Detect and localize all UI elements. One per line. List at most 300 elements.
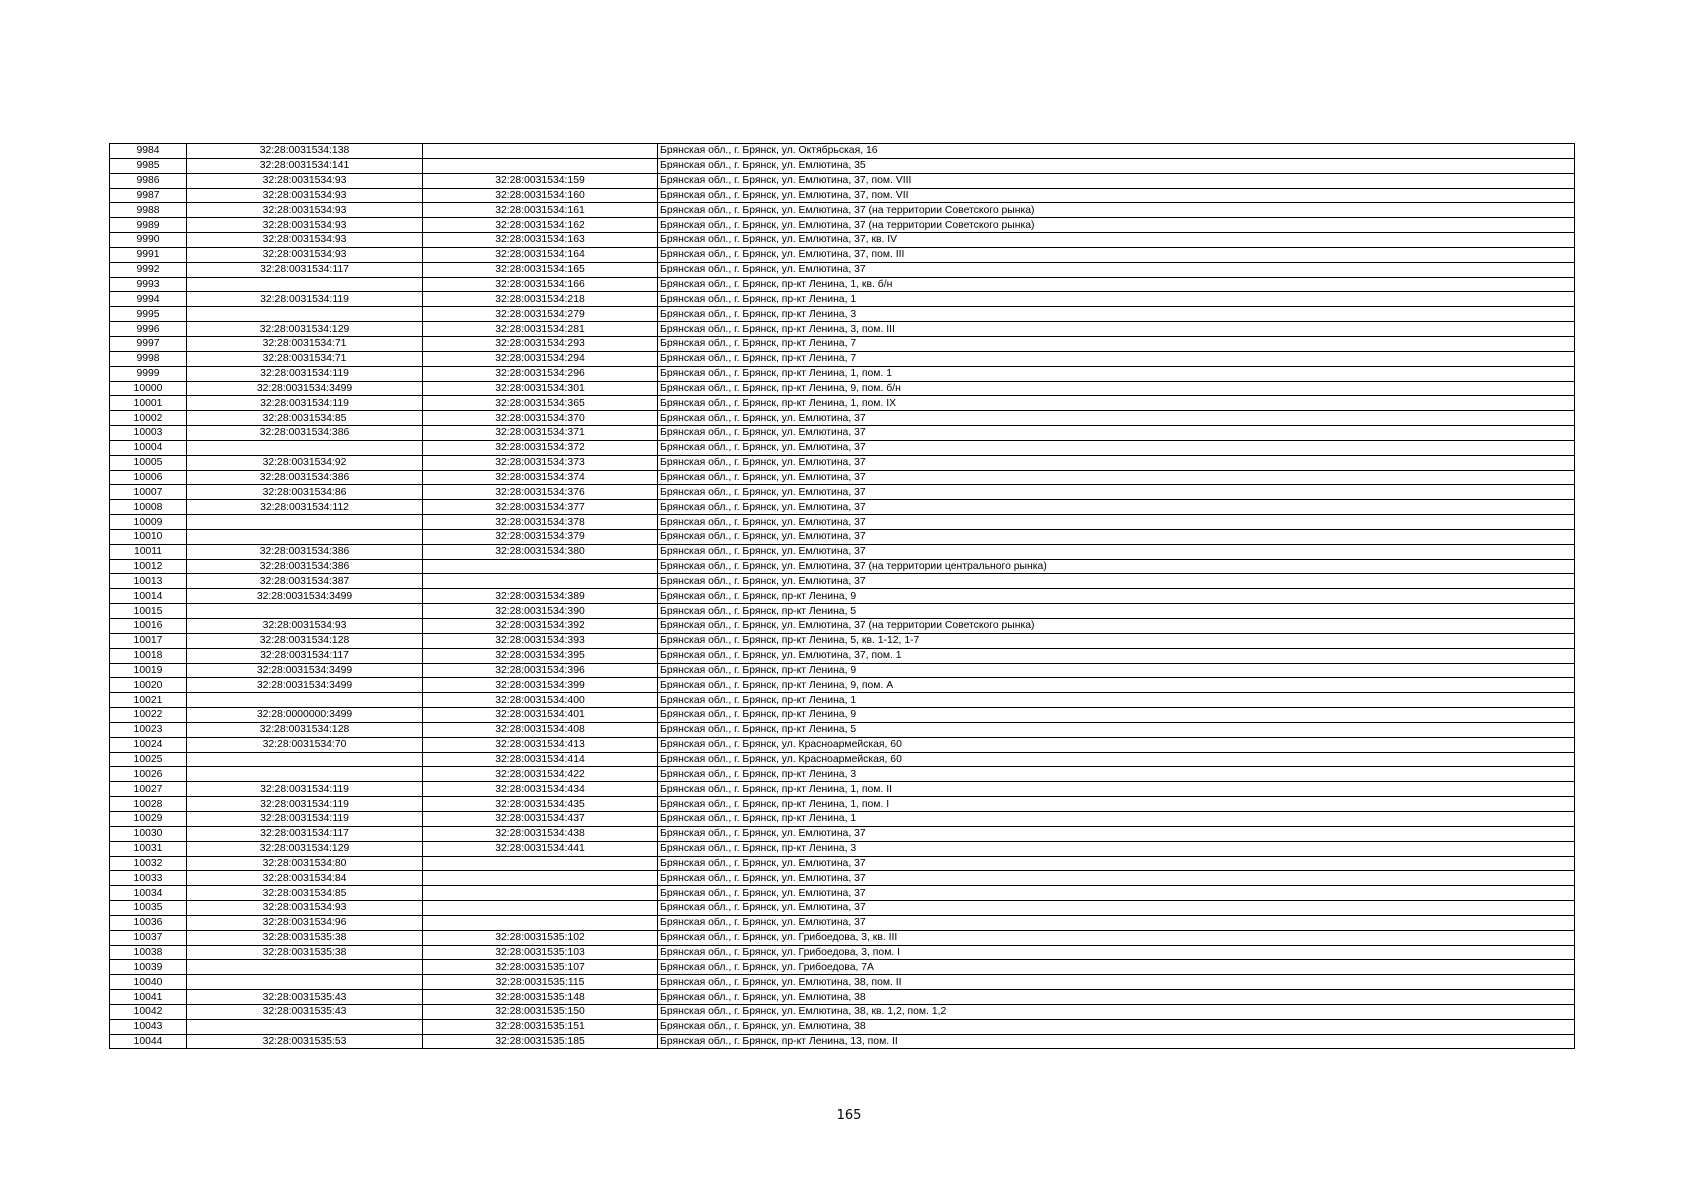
parent-cadastral-number-cell: 32:28:0031534:93 xyxy=(187,203,423,218)
table-row xyxy=(110,767,1575,782)
address-cell: Брянская обл., г. Брянск, пр-кт Ленина, 1, пом. IX xyxy=(658,396,1575,411)
address-cell: Брянская обл., г. Брянск, ул. Емлютина, 37 xyxy=(658,826,1575,841)
cadastral-number-cell: 32:28:0031534:422 xyxy=(423,767,658,782)
parent-cadastral-number-cell xyxy=(187,440,423,455)
address-cell: Брянская обл., г. Брянск, ул. Емлютина, 37 xyxy=(658,470,1575,485)
cadastral-number-cell: 32:28:0031535:115 xyxy=(423,975,658,990)
parent-cadastral-number-cell: 32:28:0031534:93 xyxy=(187,233,423,248)
row-number-cell: 9989 xyxy=(110,218,187,233)
address-cell: Брянская обл., г. Брянск, ул. Емлютина, 37 xyxy=(658,515,1575,530)
address-cell: Брянская обл., г. Брянск, ул. Емлютина, 37 xyxy=(658,262,1575,277)
parent-cadastral-number-cell: 32:28:0031534:93 xyxy=(187,619,423,634)
parent-cadastral-number-cell xyxy=(187,307,423,322)
address-cell: Брянская обл., г. Брянск, ул. Грибоедова, 3, пом. I xyxy=(658,945,1575,960)
cadastral-number-cell: 32:28:0031534:293 xyxy=(423,336,658,351)
table-row xyxy=(110,930,1575,945)
table-row xyxy=(110,218,1575,233)
parent-cadastral-number-cell: 32:28:0031534:119 xyxy=(187,366,423,381)
table-row xyxy=(110,633,1575,648)
parent-cadastral-number-cell: 32:28:0031534:386 xyxy=(187,470,423,485)
row-number-cell: 10040 xyxy=(110,975,187,990)
parent-cadastral-number-cell xyxy=(187,604,423,619)
row-number-cell: 10039 xyxy=(110,960,187,975)
parent-cadastral-number-cell: 32:28:0031534:93 xyxy=(187,173,423,188)
table-row xyxy=(110,247,1575,262)
row-number-cell: 10019 xyxy=(110,663,187,678)
table-row xyxy=(110,619,1575,634)
address-cell: Брянская обл., г. Брянск, ул. Емлютина, 37, пом. 1 xyxy=(658,648,1575,663)
address-cell: Брянская обл., г. Брянск, ул. Емлютина, 37 xyxy=(658,500,1575,515)
address-cell: Брянская обл., г. Брянск, ул. Емлютина, 37 xyxy=(658,574,1575,589)
cadastral-number-cell: 32:28:0031534:294 xyxy=(423,351,658,366)
address-cell: Брянская обл., г. Брянск, пр-кт Ленина, 7 xyxy=(658,336,1575,351)
address-cell: Брянская обл., г. Брянск, ул. Емлютина, 38 xyxy=(658,1019,1575,1034)
row-number-cell: 10020 xyxy=(110,678,187,693)
row-number-cell: 10013 xyxy=(110,574,187,589)
cadastral-number-cell: 32:28:0031534:434 xyxy=(423,782,658,797)
table-row xyxy=(110,648,1575,663)
parent-cadastral-number-cell: 32:28:0031535:53 xyxy=(187,1034,423,1049)
address-cell: Брянская обл., г. Брянск, ул. Емлютина, 38 xyxy=(658,990,1575,1005)
row-number-cell: 9991 xyxy=(110,247,187,262)
row-number-cell: 10042 xyxy=(110,1004,187,1019)
table-row xyxy=(110,307,1575,322)
parent-cadastral-number-cell: 32:28:0031534:85 xyxy=(187,411,423,426)
row-number-cell: 10032 xyxy=(110,856,187,871)
row-number-cell: 10012 xyxy=(110,559,187,574)
address-cell: Брянская обл., г. Брянск, ул. Емлютина, 37, пом. VII xyxy=(658,188,1575,203)
table-row xyxy=(110,574,1575,589)
row-number-cell: 10005 xyxy=(110,455,187,470)
row-number-cell: 10001 xyxy=(110,396,187,411)
row-number-cell: 10034 xyxy=(110,886,187,901)
cadastral-number-cell xyxy=(423,886,658,901)
row-number-cell: 10003 xyxy=(110,426,187,441)
table-row xyxy=(110,589,1575,604)
cadastral-number-cell: 32:28:0031534:162 xyxy=(423,218,658,233)
cadastral-number-cell: 32:28:0031535:151 xyxy=(423,1019,658,1034)
cadastral-number-cell: 32:28:0031534:392 xyxy=(423,619,658,634)
cadastral-number-cell xyxy=(423,574,658,589)
table-row xyxy=(110,1034,1575,1049)
parent-cadastral-number-cell: 32:28:0031534:128 xyxy=(187,722,423,737)
table-row xyxy=(110,515,1575,530)
cadastral-number-cell: 32:28:0031534:218 xyxy=(423,292,658,307)
cadastral-number-cell: 32:28:0031534:164 xyxy=(423,247,658,262)
parent-cadastral-number-cell: 32:28:0031534:129 xyxy=(187,841,423,856)
table-row xyxy=(110,752,1575,767)
cadastral-number-cell: 32:28:0031534:408 xyxy=(423,722,658,737)
row-number-cell: 10000 xyxy=(110,381,187,396)
parent-cadastral-number-cell xyxy=(187,277,423,292)
parent-cadastral-number-cell: 32:28:0031534:119 xyxy=(187,396,423,411)
parent-cadastral-number-cell xyxy=(187,1019,423,1034)
row-number-cell: 10031 xyxy=(110,841,187,856)
row-number-cell: 10007 xyxy=(110,485,187,500)
address-cell: Брянская обл., г. Брянск, ул. Емлютина, 35 xyxy=(658,158,1575,173)
address-cell: Брянская обл., г. Брянск, ул. Красноармейская, 60 xyxy=(658,737,1575,752)
cadastral-number-cell xyxy=(423,144,658,159)
row-number-cell: 10018 xyxy=(110,648,187,663)
parent-cadastral-number-cell: 32:28:0031534:3499 xyxy=(187,381,423,396)
address-cell: Брянская обл., г. Брянск, ул. Емлютина, 37 xyxy=(658,455,1575,470)
table-row xyxy=(110,856,1575,871)
table-row xyxy=(110,381,1575,396)
cadastral-number-cell xyxy=(423,856,658,871)
parent-cadastral-number-cell: 32:28:0000000:3499 xyxy=(187,708,423,723)
cadastral-number-cell: 32:28:0031534:296 xyxy=(423,366,658,381)
table-row xyxy=(110,901,1575,916)
address-cell: Брянская обл., г. Брянск, ул. Емлютина, 37 xyxy=(658,856,1575,871)
parent-cadastral-number-cell: 32:28:0031534:386 xyxy=(187,426,423,441)
row-number-cell: 10010 xyxy=(110,529,187,544)
row-number-cell: 9984 xyxy=(110,144,187,159)
cadastral-number-cell: 32:28:0031534:374 xyxy=(423,470,658,485)
address-cell: Брянская обл., г. Брянск, ул. Емлютина, 37 xyxy=(658,871,1575,886)
row-number-cell: 10027 xyxy=(110,782,187,797)
parent-cadastral-number-cell xyxy=(187,975,423,990)
address-cell: Брянская обл., г. Брянск, ул. Емлютина, 37, пом. III xyxy=(658,247,1575,262)
row-number-cell: 10022 xyxy=(110,708,187,723)
row-number-cell: 9985 xyxy=(110,158,187,173)
cadastral-number-cell: 32:28:0031534:413 xyxy=(423,737,658,752)
cadastral-number-cell: 32:28:0031535:150 xyxy=(423,1004,658,1019)
row-number-cell: 9990 xyxy=(110,233,187,248)
table-row xyxy=(110,722,1575,737)
address-cell: Брянская обл., г. Брянск, ул. Емлютина, 37 xyxy=(658,440,1575,455)
row-number-cell: 10023 xyxy=(110,722,187,737)
address-cell: Брянская обл., г. Брянск, ул. Грибоедова, 3, кв. III xyxy=(658,930,1575,945)
parent-cadastral-number-cell: 32:28:0031534:85 xyxy=(187,886,423,901)
table-row xyxy=(110,604,1575,619)
cadastral-number-cell: 32:28:0031534:281 xyxy=(423,322,658,337)
address-cell: Брянская обл., г. Брянск, ул. Емлютина, 37 (на территории Советского рынка) xyxy=(658,203,1575,218)
table-row xyxy=(110,1004,1575,1019)
row-number-cell: 10021 xyxy=(110,693,187,708)
parent-cadastral-number-cell: 32:28:0031535:43 xyxy=(187,990,423,1005)
table-row xyxy=(110,233,1575,248)
row-number-cell: 9998 xyxy=(110,351,187,366)
parent-cadastral-number-cell: 32:28:0031534:117 xyxy=(187,262,423,277)
address-cell: Брянская обл., г. Брянск, ул. Емлютина, 37 xyxy=(658,411,1575,426)
address-cell: Брянская обл., г. Брянск, пр-кт Ленина, 9, пом. б/н xyxy=(658,381,1575,396)
address-cell: Брянская обл., г. Брянск, ул. Емлютина, 37 (на территории Советского рынка) xyxy=(658,619,1575,634)
row-number-cell: 10009 xyxy=(110,515,187,530)
parent-cadastral-number-cell: 32:28:0031535:38 xyxy=(187,945,423,960)
row-number-cell: 10033 xyxy=(110,871,187,886)
table-row xyxy=(110,693,1575,708)
cadastral-number-cell: 32:28:0031534:441 xyxy=(423,841,658,856)
table-row xyxy=(110,336,1575,351)
cadastral-number-cell xyxy=(423,915,658,930)
row-number-cell: 9997 xyxy=(110,336,187,351)
row-number-cell: 10017 xyxy=(110,633,187,648)
parent-cadastral-number-cell: 32:28:0031535:43 xyxy=(187,1004,423,1019)
parent-cadastral-number-cell: 32:28:0031534:119 xyxy=(187,292,423,307)
address-cell: Брянская обл., г. Брянск, пр-кт Ленина, 3 xyxy=(658,307,1575,322)
table-row xyxy=(110,144,1575,159)
parent-cadastral-number-cell: 32:28:0031534:117 xyxy=(187,826,423,841)
table-row xyxy=(110,158,1575,173)
parent-cadastral-number-cell: 32:28:0031534:93 xyxy=(187,188,423,203)
parent-cadastral-number-cell xyxy=(187,960,423,975)
table-row xyxy=(110,455,1575,470)
cadastral-number-cell: 32:28:0031535:107 xyxy=(423,960,658,975)
parent-cadastral-number-cell: 32:28:0031534:387 xyxy=(187,574,423,589)
row-number-cell: 9994 xyxy=(110,292,187,307)
address-cell: Брянская обл., г. Брянск, пр-кт Ленина, 5 xyxy=(658,604,1575,619)
cadastral-number-cell: 32:28:0031534:376 xyxy=(423,485,658,500)
row-number-cell: 10008 xyxy=(110,500,187,515)
row-number-cell: 10025 xyxy=(110,752,187,767)
parent-cadastral-number-cell: 32:28:0031534:93 xyxy=(187,218,423,233)
address-cell: Брянская обл., г. Брянск, ул. Емлютина, 37, кв. IV xyxy=(658,233,1575,248)
address-cell: Брянская обл., г. Брянск, ул. Емлютина, 37 xyxy=(658,426,1575,441)
address-cell: Брянская обл., г. Брянск, ул. Емлютина, 38, пом. II xyxy=(658,975,1575,990)
cadastral-number-cell: 32:28:0031534:414 xyxy=(423,752,658,767)
row-number-cell: 10030 xyxy=(110,826,187,841)
parent-cadastral-number-cell: 32:28:0031534:119 xyxy=(187,797,423,812)
table-row xyxy=(110,782,1575,797)
table-row xyxy=(110,886,1575,901)
table-row xyxy=(110,292,1575,307)
address-cell: Брянская обл., г. Брянск, ул. Емлютина, 37 (на территории Советского рынка) xyxy=(658,218,1575,233)
address-cell: Брянская обл., г. Брянск, пр-кт Ленина, 7 xyxy=(658,351,1575,366)
table-row xyxy=(110,544,1575,559)
cadastral-number-cell: 32:28:0031535:148 xyxy=(423,990,658,1005)
row-number-cell: 10043 xyxy=(110,1019,187,1034)
address-cell: Брянская обл., г. Брянск, пр-кт Ленина, 3 xyxy=(658,767,1575,782)
parent-cadastral-number-cell: 32:28:0031534:92 xyxy=(187,455,423,470)
row-number-cell: 9987 xyxy=(110,188,187,203)
table-row xyxy=(110,485,1575,500)
row-number-cell: 10004 xyxy=(110,440,187,455)
row-number-cell: 9999 xyxy=(110,366,187,381)
parent-cadastral-number-cell: 32:28:0031534:117 xyxy=(187,648,423,663)
address-cell: Брянская обл., г. Брянск, ул. Емлютина, 37 xyxy=(658,901,1575,916)
table-row xyxy=(110,277,1575,292)
parent-cadastral-number-cell xyxy=(187,529,423,544)
address-cell: Брянская обл., г. Брянск, пр-кт Ленина, 5, кв. 1-12, 1-7 xyxy=(658,633,1575,648)
cadastral-number-cell: 32:28:0031534:161 xyxy=(423,203,658,218)
parent-cadastral-number-cell: 32:28:0031534:93 xyxy=(187,247,423,262)
table-row xyxy=(110,960,1575,975)
cadastral-number-cell: 32:28:0031534:395 xyxy=(423,648,658,663)
parent-cadastral-number-cell xyxy=(187,515,423,530)
row-number-cell: 9988 xyxy=(110,203,187,218)
cadastral-number-cell: 32:28:0031534:159 xyxy=(423,173,658,188)
address-cell: Брянская обл., г. Брянск, пр-кт Ленина, 1 xyxy=(658,292,1575,307)
address-cell: Брянская обл., г. Брянск, пр-кт Ленина, 9 xyxy=(658,589,1575,604)
cadastral-number-cell: 32:28:0031534:401 xyxy=(423,708,658,723)
address-cell: Брянская обл., г. Брянск, пр-кт Ленина, 9, пом. А xyxy=(658,678,1575,693)
parent-cadastral-number-cell: 32:28:0031534:71 xyxy=(187,351,423,366)
parent-cadastral-number-cell xyxy=(187,767,423,782)
address-cell: Брянская обл., г. Брянск, ул. Емлютина, 37 xyxy=(658,915,1575,930)
row-number-cell: 10041 xyxy=(110,990,187,1005)
parent-cadastral-number-cell: 32:28:0031535:38 xyxy=(187,930,423,945)
row-number-cell: 9986 xyxy=(110,173,187,188)
row-number-cell: 10016 xyxy=(110,619,187,634)
cadastral-number-cell: 32:28:0031534:437 xyxy=(423,811,658,826)
row-number-cell: 9995 xyxy=(110,307,187,322)
page-number: 165 xyxy=(836,1108,862,1123)
row-number-cell: 10044 xyxy=(110,1034,187,1049)
table-row xyxy=(110,841,1575,856)
table-row xyxy=(110,500,1575,515)
table-row xyxy=(110,678,1575,693)
parent-cadastral-number-cell: 32:28:0031534:138 xyxy=(187,144,423,159)
cadastral-number-cell: 32:28:0031534:379 xyxy=(423,529,658,544)
parent-cadastral-number-cell: 32:28:0031534:80 xyxy=(187,856,423,871)
parent-cadastral-number-cell: 32:28:0031534:128 xyxy=(187,633,423,648)
row-number-cell: 10038 xyxy=(110,945,187,960)
address-cell: Брянская обл., г. Брянск, ул. Октябрьская, 16 xyxy=(658,144,1575,159)
table-row xyxy=(110,262,1575,277)
cadastral-number-cell: 32:28:0031534:390 xyxy=(423,604,658,619)
table-row xyxy=(110,188,1575,203)
cadastral-number-cell: 32:28:0031534:160 xyxy=(423,188,658,203)
address-cell: Брянская обл., г. Брянск, ул. Емлютина, 37, пом. VIII xyxy=(658,173,1575,188)
row-number-cell: 10037 xyxy=(110,930,187,945)
parent-cadastral-number-cell: 32:28:0031534:141 xyxy=(187,158,423,173)
table-row xyxy=(110,975,1575,990)
address-cell: Брянская обл., г. Брянск, ул. Емлютина, 37 xyxy=(658,485,1575,500)
address-cell: Брянская обл., г. Брянск, ул. Грибоедова, 7А xyxy=(658,960,1575,975)
address-cell: Брянская обл., г. Брянск, ул. Емлютина, 37 xyxy=(658,544,1575,559)
table-row xyxy=(110,426,1575,441)
table-row xyxy=(110,559,1575,574)
property-registry-table xyxy=(109,143,1575,1049)
cadastral-number-cell: 32:28:0031534:393 xyxy=(423,633,658,648)
cadastral-number-cell: 32:28:0031534:400 xyxy=(423,693,658,708)
parent-cadastral-number-cell: 32:28:0031534:386 xyxy=(187,559,423,574)
address-cell: Брянская обл., г. Брянск, пр-кт Ленина, 3 xyxy=(658,841,1575,856)
cadastral-number-cell: 32:28:0031534:378 xyxy=(423,515,658,530)
cadastral-number-cell: 32:28:0031534:301 xyxy=(423,381,658,396)
cadastral-number-cell: 32:28:0031535:185 xyxy=(423,1034,658,1049)
row-number-cell: 10036 xyxy=(110,915,187,930)
parent-cadastral-number-cell: 32:28:0031534:70 xyxy=(187,737,423,752)
cadastral-number-cell xyxy=(423,158,658,173)
parent-cadastral-number-cell: 32:28:0031534:84 xyxy=(187,871,423,886)
table-row xyxy=(110,396,1575,411)
table-row xyxy=(110,663,1575,678)
address-cell: Брянская обл., г. Брянск, пр-кт Ленина, 1, кв. б/н xyxy=(658,277,1575,292)
row-number-cell: 10035 xyxy=(110,901,187,916)
cadastral-number-cell: 32:28:0031534:279 xyxy=(423,307,658,322)
table-row xyxy=(110,797,1575,812)
parent-cadastral-number-cell xyxy=(187,752,423,767)
parent-cadastral-number-cell: 32:28:0031534:71 xyxy=(187,336,423,351)
cadastral-number-cell: 32:28:0031534:380 xyxy=(423,544,658,559)
parent-cadastral-number-cell: 32:28:0031534:3499 xyxy=(187,589,423,604)
cadastral-number-cell: 32:28:0031534:371 xyxy=(423,426,658,441)
table-row xyxy=(110,470,1575,485)
parent-cadastral-number-cell: 32:28:0031534:3499 xyxy=(187,663,423,678)
table-row xyxy=(110,1019,1575,1034)
table-row xyxy=(110,871,1575,886)
cadastral-number-cell: 32:28:0031534:438 xyxy=(423,826,658,841)
row-number-cell: 10026 xyxy=(110,767,187,782)
row-number-cell: 10015 xyxy=(110,604,187,619)
parent-cadastral-number-cell xyxy=(187,693,423,708)
cadastral-number-cell: 32:28:0031534:370 xyxy=(423,411,658,426)
row-number-cell: 10011 xyxy=(110,544,187,559)
parent-cadastral-number-cell: 32:28:0031534:96 xyxy=(187,915,423,930)
parent-cadastral-number-cell: 32:28:0031534:86 xyxy=(187,485,423,500)
table-row xyxy=(110,440,1575,455)
cadastral-number-cell: 32:28:0031534:166 xyxy=(423,277,658,292)
address-cell: Брянская обл., г. Брянск, пр-кт Ленина, 9 xyxy=(658,663,1575,678)
parent-cadastral-number-cell: 32:28:0031534:3499 xyxy=(187,678,423,693)
table-row xyxy=(110,173,1575,188)
parent-cadastral-number-cell: 32:28:0031534:129 xyxy=(187,322,423,337)
cadastral-number-cell xyxy=(423,901,658,916)
address-cell: Брянская обл., г. Брянск, пр-кт Ленина, 13, пом. II xyxy=(658,1034,1575,1049)
table-row xyxy=(110,945,1575,960)
parent-cadastral-number-cell: 32:28:0031534:93 xyxy=(187,901,423,916)
table-row xyxy=(110,366,1575,381)
address-cell: Брянская обл., г. Брянск, ул. Емлютина, 37 xyxy=(658,886,1575,901)
cadastral-number-cell: 32:28:0031534:377 xyxy=(423,500,658,515)
table-row xyxy=(110,322,1575,337)
row-number-cell: 10024 xyxy=(110,737,187,752)
table-row xyxy=(110,811,1575,826)
cadastral-number-cell: 32:28:0031534:365 xyxy=(423,396,658,411)
row-number-cell: 10006 xyxy=(110,470,187,485)
table-row xyxy=(110,708,1575,723)
address-cell: Брянская обл., г. Брянск, пр-кт Ленина, 3, пом. III xyxy=(658,322,1575,337)
address-cell: Брянская обл., г. Брянск, ул. Емлютина, 37 (на территории центрального рынка) xyxy=(658,559,1575,574)
address-cell: Брянская обл., г. Брянск, пр-кт Ленина, 5 xyxy=(658,722,1575,737)
parent-cadastral-number-cell: 32:28:0031534:386 xyxy=(187,544,423,559)
cadastral-number-cell xyxy=(423,559,658,574)
parent-cadastral-number-cell: 32:28:0031534:119 xyxy=(187,782,423,797)
cadastral-number-cell: 32:28:0031534:372 xyxy=(423,440,658,455)
row-number-cell: 10014 xyxy=(110,589,187,604)
row-number-cell: 10029 xyxy=(110,811,187,826)
parent-cadastral-number-cell: 32:28:0031534:119 xyxy=(187,811,423,826)
cadastral-number-cell: 32:28:0031534:165 xyxy=(423,262,658,277)
cadastral-number-cell: 32:28:0031535:102 xyxy=(423,930,658,945)
address-cell: Брянская обл., г. Брянск, пр-кт Ленина, 9 xyxy=(658,708,1575,723)
cadastral-number-cell: 32:28:0031534:389 xyxy=(423,589,658,604)
table-row xyxy=(110,990,1575,1005)
registry-table-body xyxy=(110,144,1575,1049)
row-number-cell: 10002 xyxy=(110,411,187,426)
cadastral-number-cell: 32:28:0031534:163 xyxy=(423,233,658,248)
table-row xyxy=(110,351,1575,366)
address-cell: Брянская обл., г. Брянск, пр-кт Ленина, 1, пом. I xyxy=(658,797,1575,812)
address-cell: Брянская обл., г. Брянск, ул. Емлютина, 37 xyxy=(658,529,1575,544)
address-cell: Брянская обл., г. Брянск, пр-кт Ленина, 1 xyxy=(658,693,1575,708)
row-number-cell: 9993 xyxy=(110,277,187,292)
address-cell: Брянская обл., г. Брянск, ул. Красноармейская, 60 xyxy=(658,752,1575,767)
table-row xyxy=(110,737,1575,752)
cadastral-number-cell: 32:28:0031534:435 xyxy=(423,797,658,812)
row-number-cell: 9996 xyxy=(110,322,187,337)
cadastral-number-cell: 32:28:0031534:373 xyxy=(423,455,658,470)
table-row xyxy=(110,411,1575,426)
table-row xyxy=(110,915,1575,930)
table-row xyxy=(110,529,1575,544)
address-cell: Брянская обл., г. Брянск, пр-кт Ленина, 1, пом. II xyxy=(658,782,1575,797)
cadastral-number-cell xyxy=(423,871,658,886)
cadastral-number-cell: 32:28:0031535:103 xyxy=(423,945,658,960)
row-number-cell: 9992 xyxy=(110,262,187,277)
table-row xyxy=(110,826,1575,841)
